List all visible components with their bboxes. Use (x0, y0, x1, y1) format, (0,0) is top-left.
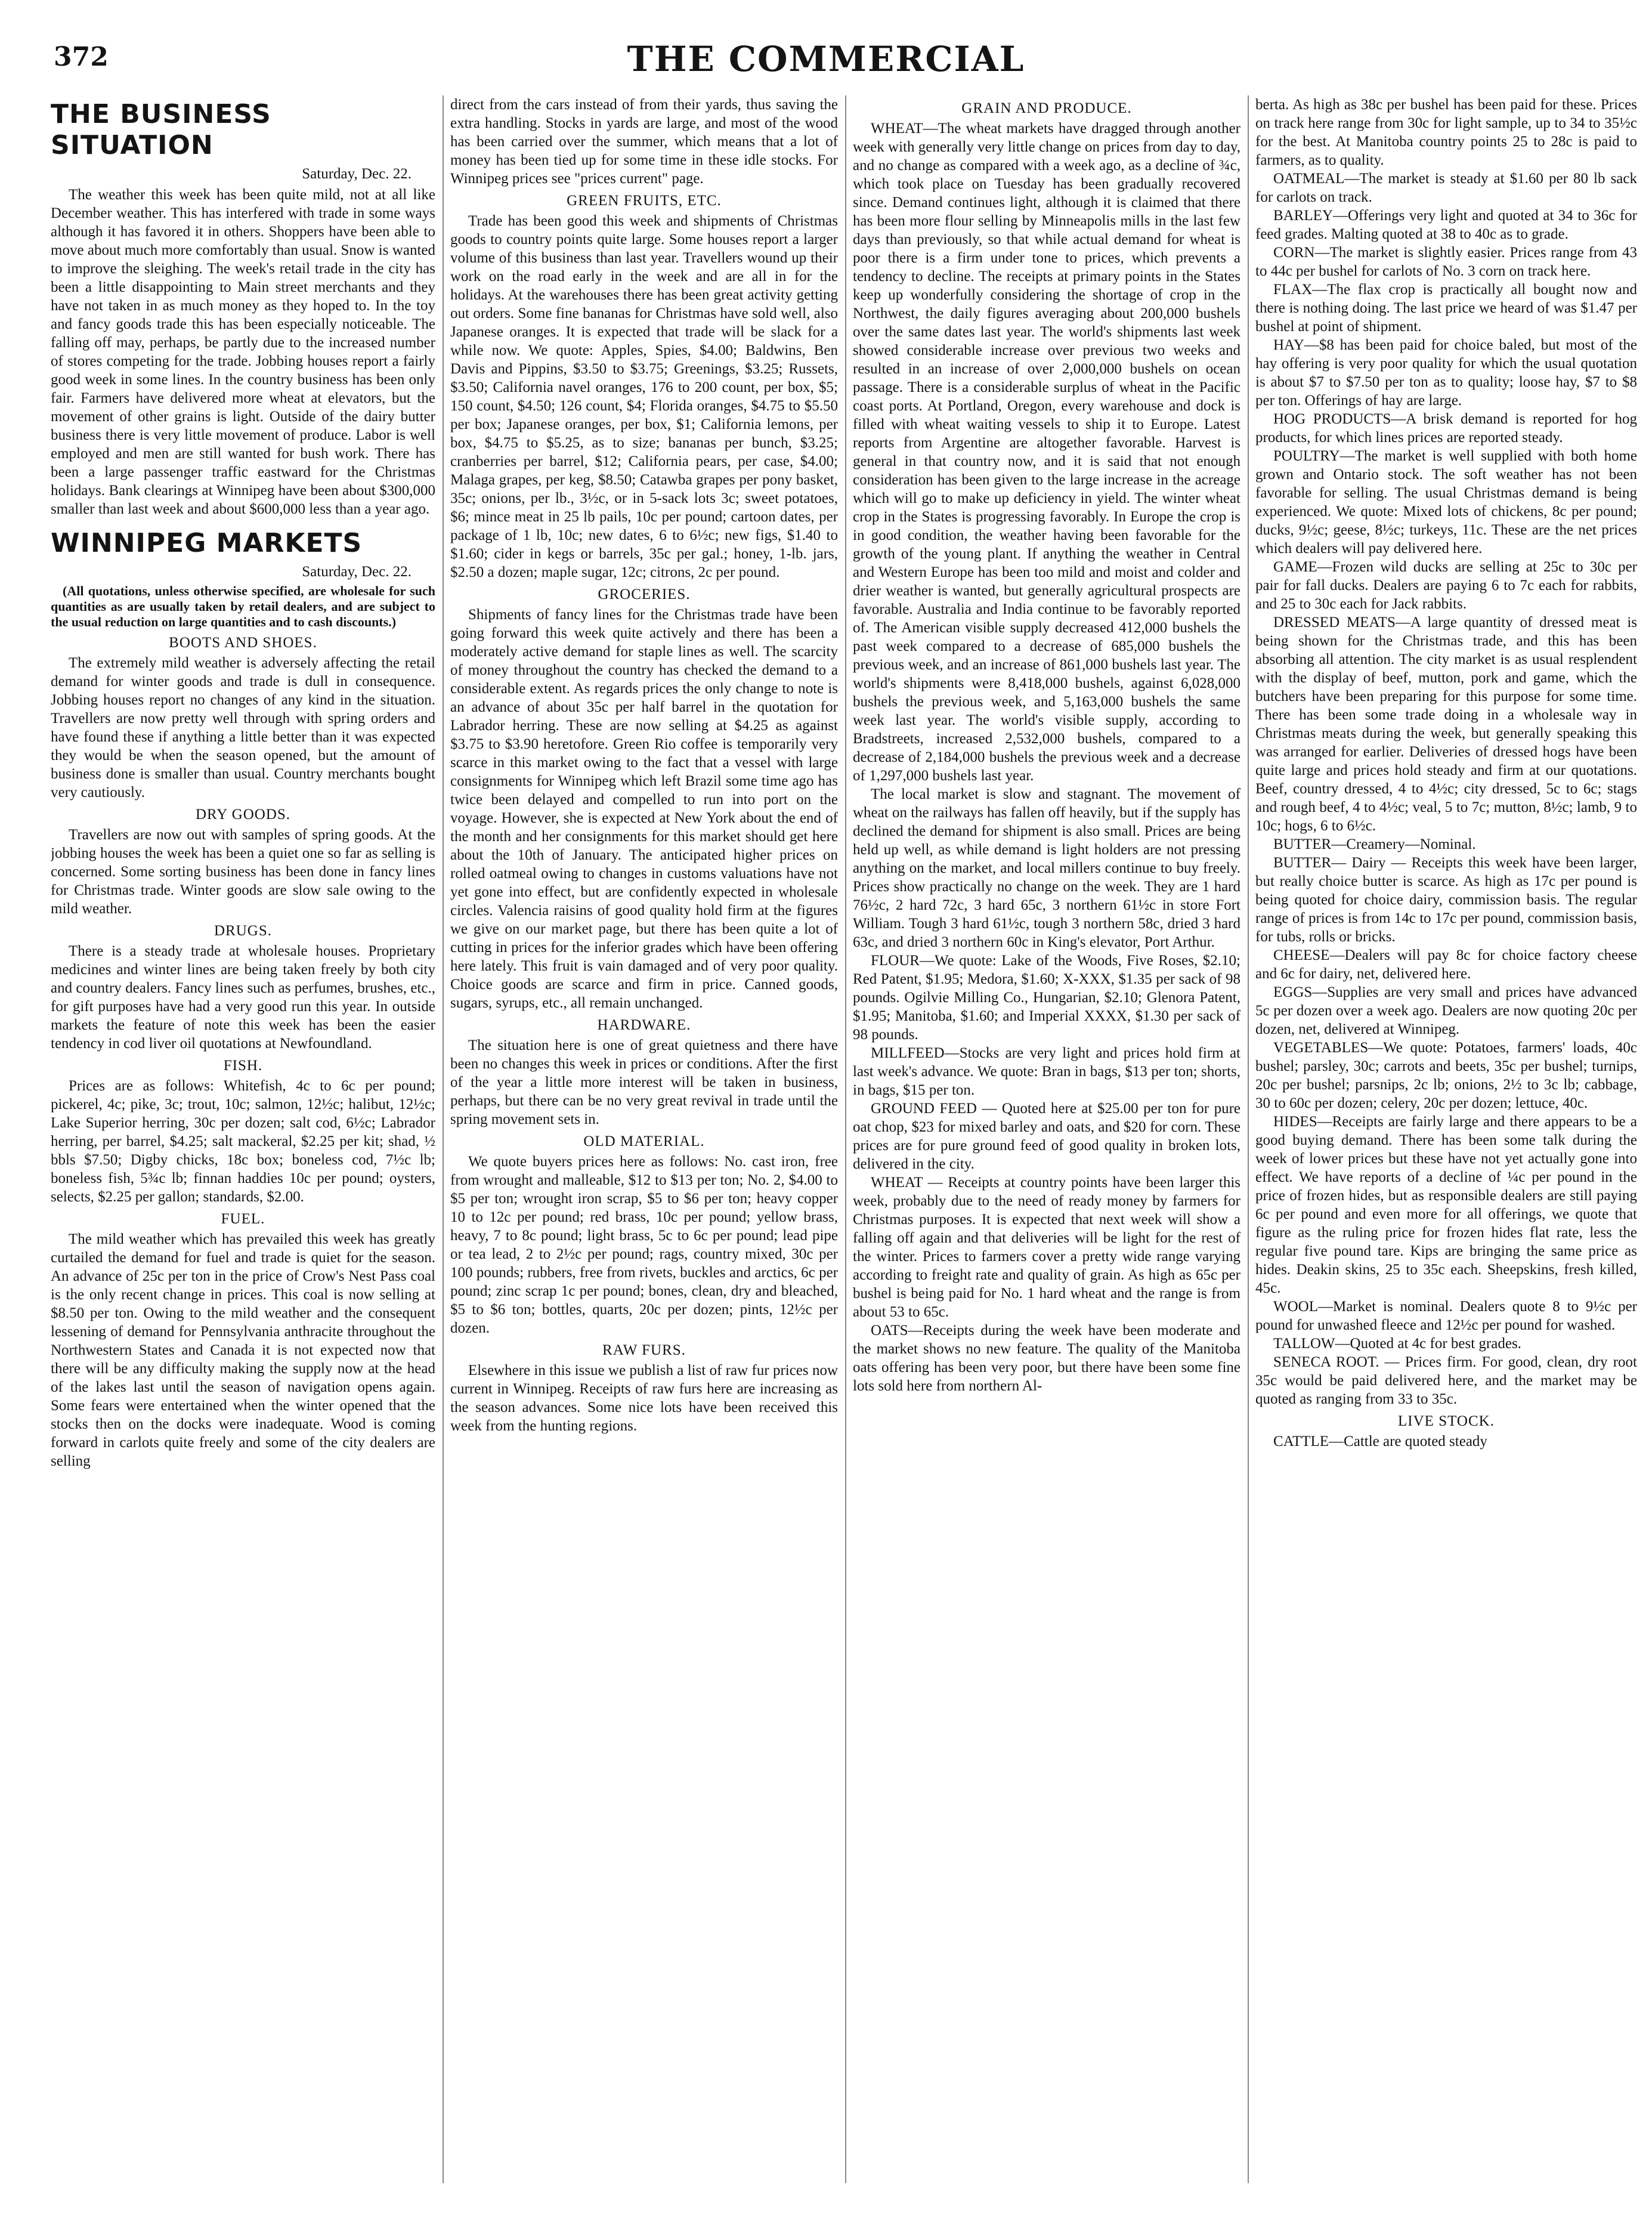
section-heading-raw-furs: RAW FURS. (602, 1342, 686, 1358)
article-paragraph: Trade has been good this week and shipments of Christmas goods to country points quite large. Some houses report a larger volume of this business than last year. Travellers wound up their work on the road early in the week and are all in for the holidays. At the warehouses there has been great activity getting out orders. Some fine bananas for Christmas have sold well, also Japanese oranges. It is expected that trade will be slack for a while now. We quote: Apples, Spies, $4.00; Baldwins, Ben Davis and Pippins, $3.50 to $3.75; Greenings, $3.25; Russets, $3.50; California navel oranges, 176 to 200 count, per box, $5; 150 count, $4.50; 126 count, $4; Florida oranges, $4.75 to $5.50 per box; Japanese oranges, per box, $1; California lemons, per box, $4.75 to $5.25, as to size; bananas per bunch, $3.25; cranberries per barrel, $12; California pears, per case, $4.00; Malaga grapes, per keg, $8.50; Catawba grapes per pony basket, 35c; onions, per lb., 3½c, or in 5-sack lots 3c; sweet potatoes, $6; mince meat in 25 lb pails, 10c per pound; cartoon dates, per package of 1 lb, 10c; new dates, 6 to 6½c; new figs, $1.40 to $1.60; cider in kegs or barrels, 35c per gal.; honey, 1-lb. jars, $2.50 a dozen; maple sugar, 12c; citrons, 2c per pound. (450, 213, 838, 580)
article-paragraph: We quote buyers prices here as follows: No. cast iron, free from wrought and malleable, $12 to $13 per ton; No. 2, $4.00 to $5 per ton; wrought iron scrap, $5 to $6 per ton; heavy copper 10 to 12c per pound; red brass, 10c per pound; yellow brass, heavy, 7 to 8c pound; light brass, 5c to 6c per pound; lead pipe or tea lead, 2 to 2½c per pound; rags, country mixed, 30c per 100 pounds; rubbers, free from rivets, buckles and arctics, 6c per pound; zinc scrap 1c per pound; bones, clean, dry and bleached, $5 to $6 ton; bottles, quarts, 20c per dozen; pints, 12½c per dozen. (450, 1154, 838, 1336)
article-paragraph: Shipments of fancy lines for the Christmas trade have been going forward this week quite actively and there has been a moderately active demand for staple lines as well. The scarcity of money throughout the country has checked the demand to a considerable extent. As regards prices the only change to note is an advance of about 35c per half barrel in the quotation for Labrador herring. These are now selling at $4.25 as against $3.75 to $3.90 heretofore. Green Rio coffee is temporarily very scarce in this market owing to the fact that a vessel with large consignments for Winnipeg which left Brazil some time ago has twice been delayed and compelled to run into port on the voyage. However, she is expected at New York about the end of the month and her consignments for this market should get here about the 10th of January. The anticipated higher prices on rolled oatmeal owing to changes in customs valuations have not yet gone into effect, but are confidently expected in wholesale circles. Valencia raisins of good quality hold firm at the figures we give on our market page, but there has been quite a lot of cutting in prices for the inferior grades which have been offering here lately. This fruit is vain damaged and of very poor quality. Choice goods are scarce and firm in price. Canned goods, sugars, syrups, etc., all remain unchanged. (450, 607, 838, 1011)
article-paragraph: TALLOW—Quoted at 4c for best grades. (1273, 1336, 1521, 1352)
article-paragraph: VEGETABLES—We quote: Potatoes, farmers' loads, 40c bushel; parsley, 30c; carrots and beets, 35c per bushel; turnips, 20c per bushel; parsnips, 2c lb; onions, 2½ to 3c lb; cabbage, 30 to 60c per dozen; celery, 20c per dozen; lettuce, 40c. (1255, 1040, 1637, 1111)
article-paragraph: WHEAT — Receipts at country points have been larger this week, probably due to the need of ready money by farmers for Christmas purposes. It is expected that next week will show a falling off again and that deliveries will be light for the rest of the winter. Prices to farmers cover a pretty wide range varying according to freight rate and quality of grain. As high as 65c per bushel is being paid for No. 1 hard wheat and the range is from about 53 to 65c. (853, 1175, 1240, 1320)
article-paragraph: The mild weather which has prevailed this week has greatly curtailed the demand for fuel and trade is quiet for the season. An advance of 25c per ton in the price of Crow's Nest Pass coal is the only recent change in prices. This coal is now selling at $8.50 per ton. Owing to the mild weather and the consequent lessening of demand for Pennsylvania anthracite throughout the Northwestern States and Canada it is not expected now that there will be any difficulty making the supply now at the head of the lakes last until the season of navigation opens again. Some fears were entertained when the winter opened that the stocks then on the docks were inadequate. Wood is coming forward in carlots quite freely and some of the city dealers are selling (51, 1231, 435, 1469)
column-rule (1248, 95, 1249, 2183)
article-paragraph: direct from the cars instead of from their yards, thus saving the extra handling. Stocks in yards are large, and most of the wood has been carried over the summer, which means that a lot of money has been tied up for some time in these idle stocks. For Winnipeg prices see "prices current" page. (450, 97, 838, 187)
article-paragraph: Prices are as follows: Whitefish, 4c to 6c per pound; pickerel, 4c; pike, 3c; trout, 10c; salmon, 12½c; halibut, 12½c; Lake Superior herring, 30c per dozen; salt cod, 6½c; Labrador herring, per barrel, $4.25; salt mackeral, $2.25 per kit; shad, ½ bbls $7.50; Digby chicks, 18c box; boneless cod, 7½c lb; boneless fish, 5¾c lb; finnan haddies 10c per pound; oysters, selects, $2.25 per gallon; standards, $2.00. (51, 1078, 435, 1205)
section-heading-live-stock: LIVE STOCK. (1398, 1413, 1495, 1429)
article-paragraph: CHEESE—Dealers will pay 8c for choice factory cheese and 6c for dairy, net, delivered here. (1255, 947, 1637, 982)
article-paragraph: GROUND FEED — Quoted here at $25.00 per ton for pure oat chop, $23 for mixed barley and oats, and $20 for corn. These prices are for pure ground feed of good quality in broken lots, delivered in the city. (853, 1101, 1240, 1172)
article-paragraph: HIDES—Receipts are fairly large and there appears to be a good buying demand. There has been some talk during the week of lower prices but these have not yet actually gone into effect. We have reports of a decline of ¼c per pound in the price of frozen hides, but as responsible dealers are still paying 6c per pound and even more for all offerings, we quote that figure as the ruling price for frozen hides flat rate, less the regular five pound tare. Kips are bringing the same price as hides. Deakin skins, 25 to 35c each. Sheepskins, fresh killed, 45c. (1255, 1114, 1637, 1296)
article-paragraph: The local market is slow and stagnant. The movement of wheat on the railways has fallen off heavily, but if the supply has declined the demand for shipment is also small. Prices are being held up well, as while demand is light holders are not pressing anything on the market, and local millers continue to buy freely. Prices show practically no change on the week. They are 1 hard 76½c, 2 hard 72c, 3 hard 65c, 3 northern 61½c in store Fort William. Tough 3 hard 61½c, tough 3 northern 58c, dried 3 hard 63c, and dried 3 northern 60c in King's elevator, Port Arthur. (853, 786, 1240, 950)
article-paragraph: CORN—The market is slightly easier. Prices range from 43 to 44c per bushel for carlots of No. 3 corn on track here. (1255, 245, 1637, 279)
article-paragraph: FLAX—The flax crop is practically all bought now and there is nothing doing. The last price we heard of was $1.47 per bushel at point of shipment. (1255, 282, 1637, 335)
section-heading-fish: FISH. (223, 1058, 263, 1074)
column-4 (1255, 95, 1637, 2189)
article-paragraph: BUTTER— Dairy — Receipts this week have been larger, but really choice butter is scarce. As high as 17c per pound is being quoted for choice dairy, commission basis. The regular range of prices is from 14c to 17c per pound, commission basis, for tubs, rolls or bricks. (1255, 855, 1637, 945)
winnipeg-markets-title: WINNIPEG MARKETS (51, 528, 363, 558)
article-paragraph: The weather this week has been quite mild, not at all like December weather. This has interfered with trade in some ways although it has favored it in others. Shoppers have been able to move about much more comfortably than usual. Snow is wanted to improve the sleighing. The week's retail trade in the city has been a little disappointing to Main street merchants and they have not taken in as much money as they hoped to. In the toy and fancy goods trade this has been especially noticeable. The falling off may, perhaps, be partly due to the increased number of stores competing for the trade. Jobbing houses report a fairly good week in some lines. In the country business has been only fair. Farmers have delivered more wheat at elevators, but the movement of other grains is light. Outside of the dairy butter business there is very little movement of produce. Labor is well employed and men are still wanted for bush work. There has been a large passenger traffic eastward for the Christmas holidays. Bank clearings at Winnipeg have been about $300,000 smaller than last week and about $600,000 less than a year ago. (51, 187, 435, 517)
section-heading-hardware: HARDWARE. (597, 1017, 691, 1033)
article-paragraph: OATS—Receipts during the week have been moderate and the market shows no new feature. The quality of the Manitoba oats offering has been very poor, but there have been some fine lots sold here from northern Al- (853, 1322, 1240, 1394)
article-paragraph: OATMEAL—The market is steady at $1.60 per 80 lb sack for carlots on track. (1255, 171, 1637, 205)
page-header (54, 36, 1598, 89)
date-line: Saturday, Dec. 22. (302, 166, 412, 182)
section-heading-green-fruits: GREEN FRUITS, ETC. (567, 193, 722, 209)
section-heading-fuel: FUEL. (221, 1211, 265, 1227)
article-paragraph: GAME—Frozen wild ducks are selling at 25c to 30c per pair for fall ducks. Dealers are paying 6 to 7c each for rabbits, and 25 to 30c each for Jack rabbits. (1255, 559, 1637, 612)
article-paragraph: WOOL—Market is nominal. Dealers quote 8 to 9½c per pound for unwashed fleece and 12½c per pound for washed. (1255, 1299, 1637, 1333)
date-line: Saturday, Dec. 22. (302, 564, 412, 580)
article-paragraph: BUTTER—Creamery—Nominal. (1273, 836, 1476, 852)
article-paragraph: The extremely mild weather is adversely affecting the retail demand for winter goods and trade is dull in consequence. Jobbing houses report no changes of any kind in the situation. Travellers are now pretty well through with spring orders and have found these if anything a little better than it was expected they would be when the season opened, but the amount of business done is smaller than usual. Country merchants bought very cautiously. (51, 655, 435, 800)
article-paragraph: The situation here is one of great quietness and there have been no changes this week in prices or conditions. After the first of the year a little more interest will be taken in business, perhaps, but there can be no very great revival in trade until the spring movement sets in. (450, 1037, 838, 1127)
article-paragraph: DRESSED MEATS—A large quantity of dressed meat is being shown for the Christmas trade, and this has been absorbing all attention. The city market is as usual resplendent with the display of beef, mutton, pork and game, which the butchers have been preparing for this purpose for some time. There has been some trade doing in a wholesale way in Christmas meats during the week, but generally speaking this was arranged for earlier. Deliveries of dressed hogs have been quite large and prices hold steady and firm at our quotations. Beef, country dressed, 4 to 4½c; city dressed, 5c to 6c; stags and rough beef, 4 to 4½c; veal, 5 to 7c; mutton, 8½c; lamb, 9 to 10c; hogs, 6 to 6½c. (1255, 614, 1637, 834)
column-rule (845, 95, 846, 2183)
column-rule (443, 95, 444, 2183)
article-paragraph: POULTRY—The market is well supplied with both home grown and Ontario stock. The soft weather has not been favorable for selling. The usual Christmas demand is being experienced. We quote: Mixed lots of chickens, 8c per pound; ducks, 9½c; geese, 8½c; turkeys, 11c. These are the net prices which dealers will pay delivered here. (1255, 448, 1637, 557)
quotation-note: (All quotations, unless otherwise specified, are wholesale for such quantities as are usually taken by retail dealers, and are subject to the usual reduction on large quantities and to cash discounts.) (51, 583, 435, 629)
article-paragraph: Elsewhere in this issue we publish a list of raw fur prices now current in Winnipeg. Receipts of raw furs here are increasing as the season advances. Some nice lots have been received this week from the hunting regions. (450, 1362, 838, 1434)
section-heading-boots: BOOTS AND SHOES. (169, 635, 317, 651)
article-paragraph: MILLFEED—Stocks are very light and prices hold firm at last week's advance. We quote: Bran in bags, $13 per ton; shorts, in bags, $15 per ton. (853, 1045, 1240, 1098)
section-heading-groceries: GROCERIES. (598, 586, 691, 602)
article-paragraph: WHEAT—The wheat markets have dragged through another week with generally very little change on prices from day to day, and no change as compared with a week ago, as a decline of ¾c, which took place on Tuesday has been gradually recovered since. Demand continues light, although it is claimed that there has been more flour selling by Minneapolis mills in the last few days than previously, so that while actual demand for wheat is poor there is a firm under tone to prices, which prevents a tendency to decline. The receipts at primary points in the States keep up wonderfully considering the shortage of crop in the Northwest, the daily figures averaging about 200,000 bushels over the same dates last year. The world's shipments last week showed considerable increase over previous two weeks and resulted in an increase of over 2,000,000 bushels on ocean passage. There is a considerable surplus of wheat in the Pacific coast ports. At Portland, Oregon, every warehouse and dock is filled with wheat waiting vessels to ship it to Europe. Latest reports from Argentine are altogether favorable. Harvest is general in that country now, and it is said that not enough consideration has been given to the large increase in the acreage which will go to make up deficiency in yield. The winter wheat crop in the States is progressing favorably. In Europe the crop is in good condition, the weather having been favorable for the growth of the young plant. If anything the weather in Central and Western Europe has been too mild and moist and colder and drier weather is wanted, but generally agricultural prospects are favorable. Australia and India continue to be favorably reported of. The American visible supply decreased 412,000 bushels the past week compared to a decrease of 685,000 bushels the previous week, and an increase of 861,000 bushels last year. The world's shipments were 8,418,000 bushels, against 6,028,000 bushels the previous week, and 5,163,000 bushels the same week last year. The world's visible supply, according to Bradstreets, increased 2,532,000 bushels, compared to a decrease of 2,184,000 bushels the previous week and a decrease of 1,297,000 bushels last year. (853, 120, 1240, 784)
masthead: THE COMMERCIAL (627, 39, 1025, 79)
section-heading-drugs: DRUGS. (214, 923, 272, 939)
column-1 (51, 95, 435, 2189)
article-paragraph: berta. As high as 38c per bushel has been paid for these. Prices on track here range from 30c for light sample, up to 34 to 35½c for the best. At Manitoba country points 25 to 28c is paid to farmers, as to quality. (1255, 97, 1637, 168)
column-2 (450, 95, 838, 2189)
page-number: 372 (54, 42, 109, 72)
section-heading-dry-goods: DRY GOODS. (195, 806, 291, 823)
article-paragraph: BARLEY—Offerings very light and quoted at 34 to 36c for feed grades. Malting quoted at 38 to 40c as to grade. (1255, 208, 1637, 242)
article-paragraph: HAY—$8 has been paid for choice baled, but most of the hay offering is very poor quality for which the usual quotation is about $7 to $7.50 per ton as to quality; loose hay, $7 to $8 per ton. Offerings of hay are large. (1255, 337, 1637, 409)
section-heading-old-material: OLD MATERIAL. (583, 1133, 705, 1149)
article-paragraph: FLOUR—We quote: Lake of the Woods, Five Roses, $2.10; Red Patent, $1.95; Medora, $1.60; X-XXX, $1.35 per sack of 98 pounds. Ogilvie Milling Co., Hungarian, $2.10; Glenora Patent, $1.95; Manitoba, $1.60; and Imperial XXXX, $1.30 per sack of 98 pounds. (853, 953, 1240, 1043)
article-paragraph: EGGS—Supplies are very small and prices have advanced 5c per dozen over a week ago. Dealers are now quoting 20c per dozen, net, delivered at Winnipeg. (1255, 984, 1637, 1037)
article-paragraph: There is a steady trade at wholesale houses. Proprietary medicines and winter lines are being taken freely by both city and country dealers. Fancy lines such as perfumes, brushes, etc., for gift purposes have had a very good run this year. In outside markets the feature of note this week has been the easier tendency in cod liver oil quotations at Newfoundland. (51, 943, 435, 1052)
article-paragraph: HOG PRODUCTS—A brisk demand is reported for hog products, for which lines prices are reported steady. (1255, 411, 1637, 446)
article-paragraph: CATTLE—Cattle are quoted steady (1273, 1433, 1487, 1449)
article-paragraph: Travellers are now out with samples of spring goods. At the jobbing houses the week has been a quiet one so far as selling is concerned. Some sorting business has been done in fancy lines for Christmas trade. Winter goods are slow sale owing to the mild weather. (51, 827, 435, 917)
column-3 (853, 95, 1240, 2189)
article-paragraph: SENECA ROOT. — Prices firm. For good, clean, dry root 35c would be paid delivered here, and the market may be quoted as ranging from 33 to 35c. (1255, 1354, 1637, 1407)
section-heading-grain: GRAIN AND PRODUCE. (961, 100, 1132, 116)
business-situation-title: THE BUSINESS SITUATION (51, 99, 271, 160)
